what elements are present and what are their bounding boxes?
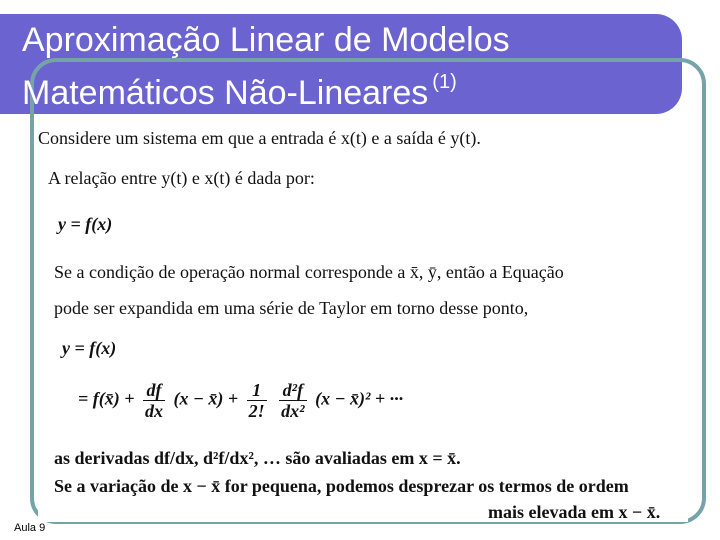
fraction-d2f-dx2 — [279, 380, 306, 421]
slide-title — [22, 19, 510, 114]
title-line-2-text: Matemáticos Não-Lineares — [22, 74, 429, 112]
fraction-numerator: d²f — [279, 380, 306, 401]
text-line-1: Considere um sistema em que a entrada é x(t) e a saída é y(t). — [38, 128, 481, 148]
fraction-numerator: 1 — [247, 380, 267, 401]
taylor-expansion — [78, 380, 403, 421]
title-line-2 — [22, 61, 510, 114]
title-reference: (1) — [432, 71, 457, 93]
equation-1: y = f(x) — [58, 214, 113, 234]
text-line-7: mais elevada em x − x̄. — [488, 502, 661, 522]
footer-label: Aula 9 — [14, 522, 46, 534]
fraction-one-over-factorial — [247, 380, 267, 421]
text-line-3: Se a condição de operação normal corresponde a x̄, ȳ, então a Equação — [54, 262, 564, 282]
fraction-df-dx — [143, 380, 165, 421]
text-line-6: Se a variação de x − x̄ for pequena, podemos desprezar os termos de ordem — [54, 476, 629, 496]
fraction-denominator: dx² — [281, 401, 305, 421]
expansion-part-a: = f(x̄) + — [78, 388, 135, 409]
text-line-2: A relação entre y(t) e x(t) é dada por: — [48, 168, 315, 188]
equation-2: y = f(x) — [62, 338, 117, 358]
fraction-denominator: 2! — [248, 401, 265, 421]
slide-content — [38, 122, 688, 522]
text-line-5: as derivadas df/dx, d²f/dx², … são avaliadas em x = x̄. — [54, 448, 461, 468]
expansion-part-b: (x − x̄) + — [173, 388, 239, 409]
expansion-part-c: (x − x̄)² + ··· — [315, 388, 404, 409]
fraction-numerator: df — [143, 380, 165, 401]
text-line-4: pode ser expandida em uma série de Taylor em torno desse ponto, — [54, 298, 529, 318]
fraction-denominator: dx — [145, 401, 163, 421]
title-line-1: Aproximação Linear de Modelos — [22, 21, 510, 59]
